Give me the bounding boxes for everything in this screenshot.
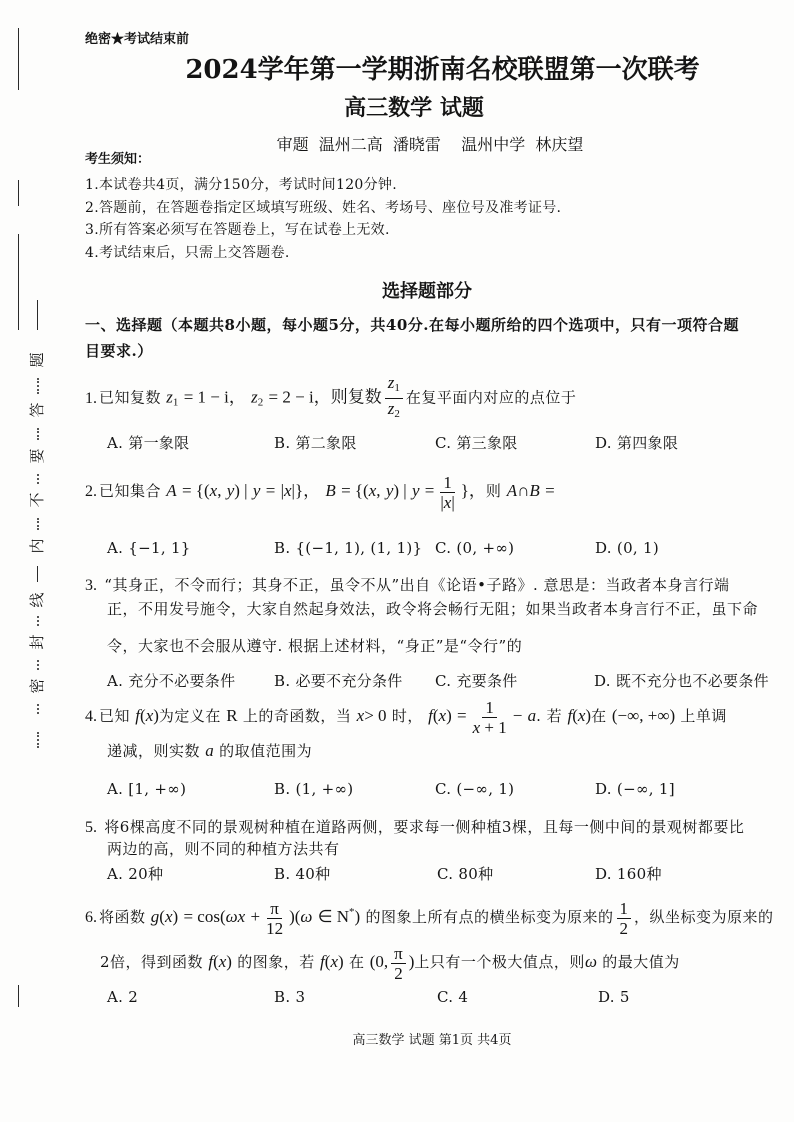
option-a: A. [1, +∞) xyxy=(107,780,187,798)
math-var: x xyxy=(145,706,154,725)
question-number: 4. xyxy=(85,708,97,725)
question-2-stem xyxy=(85,471,555,512)
math-text: ) | xyxy=(234,481,248,500)
fraction-numerator: 1 xyxy=(482,699,497,718)
fraction-numerator: π xyxy=(267,900,282,919)
stem-text: 在 xyxy=(348,953,365,971)
math-sub: 1 xyxy=(172,396,179,409)
option-d: D. 既不充分也不必要条件 xyxy=(594,672,769,690)
seal-char-yao: 要 xyxy=(28,448,46,464)
question-number: 3. xyxy=(85,577,97,594)
math-text: }， xyxy=(294,481,321,500)
math-var: x xyxy=(472,717,481,737)
math-text: ) xyxy=(172,907,179,926)
stem-text: 的图象，若 xyxy=(237,953,315,971)
fraction-numerator: 1 xyxy=(440,474,455,493)
math-var: x xyxy=(368,481,377,500)
fraction-denominator: 2 xyxy=(394,963,403,983)
fraction xyxy=(437,474,457,511)
exam-title: 2024学年第一学期浙南名校联盟第一次联考 xyxy=(185,55,700,85)
math-var: z xyxy=(387,399,395,418)
math-text: | xyxy=(291,481,295,500)
question-5-options xyxy=(0,863,794,885)
math-sup: * xyxy=(349,906,355,918)
math-var: x xyxy=(164,907,173,926)
question-3-stem-line: 正，不用发号施令，大家自然起身效法，政令将会畅行无阻；如果当政者本身言行不正，虽下命 xyxy=(107,600,759,618)
fraction-numerator xyxy=(385,374,403,399)
math-var: ω xyxy=(584,952,597,971)
fraction-denominator: 12 xyxy=(266,918,284,938)
math-text: R xyxy=(226,706,238,725)
question-3-stem xyxy=(85,574,730,597)
stem-text: 上单调 xyxy=(680,707,727,725)
math-text: ) xyxy=(446,706,452,725)
math-var: ω xyxy=(300,907,313,926)
math-var: y xyxy=(226,481,235,500)
math-text: )( xyxy=(289,907,301,926)
math-var: y xyxy=(385,481,394,500)
math-var: z xyxy=(166,387,173,407)
margin-rule xyxy=(37,300,38,330)
math-text: ) xyxy=(226,952,232,971)
math-var: a xyxy=(205,741,214,760)
option-b: B. {(−1, 1), (1, 1)} xyxy=(274,539,423,557)
confidential-label: 绝密★考试结束前 xyxy=(85,32,190,47)
math-var: y xyxy=(411,481,420,500)
math-var: f xyxy=(428,706,433,725)
option-c: C. 80种 xyxy=(437,865,494,883)
math-text: | xyxy=(440,492,444,512)
stem-text: 已知复数 xyxy=(99,388,162,407)
fraction xyxy=(263,900,286,937)
math-var: x xyxy=(237,907,246,926)
math-text: = {( xyxy=(341,481,369,500)
fraction xyxy=(470,699,510,736)
margin-dots xyxy=(37,732,39,748)
math-text: + xyxy=(250,907,261,926)
math-var: f xyxy=(320,952,325,971)
stem-text: ，纵坐标变为原来的 xyxy=(634,908,774,926)
option-d: D. 160种 xyxy=(595,865,662,883)
page-footer: 高三数学 试题 第1页 共4页 xyxy=(352,1033,512,1048)
math-text: = xyxy=(545,481,555,500)
option-c: C. 第三象限 xyxy=(435,434,518,452)
option-c: C. 充要条件 xyxy=(435,672,518,690)
math-text: = xyxy=(457,706,467,725)
math-text: + 1 xyxy=(484,717,507,737)
math-var: f xyxy=(135,706,141,725)
stem-text: 时， xyxy=(391,707,423,725)
option-b: B. 3 xyxy=(274,988,306,1006)
math-text: | xyxy=(280,481,284,500)
seal-char-xian: 线 xyxy=(28,592,46,608)
question-number: 6. xyxy=(85,909,97,926)
option-b: B. 40种 xyxy=(274,865,331,883)
fraction-denominator xyxy=(470,718,510,736)
math-var: z xyxy=(387,373,395,392)
math-text: = 2 − i，则复数 xyxy=(268,387,382,407)
stem-text: 2倍，得到函数 xyxy=(100,953,204,971)
stem-text: 为定义在 xyxy=(158,707,221,725)
margin-rule xyxy=(18,180,19,206)
option-a: A. 第一象限 xyxy=(107,434,190,452)
math-var: A xyxy=(506,481,518,500)
stem-text: 已知 xyxy=(99,707,131,725)
section-intro: 目要求.） xyxy=(85,342,153,360)
seal-char-ti: 题 xyxy=(28,352,46,368)
question-4-options xyxy=(0,778,794,800)
question-5-stem xyxy=(85,816,744,839)
margin-rule xyxy=(18,28,19,90)
notice-item: 3.所有答案必须写在答题卷上，写在试卷上无效. xyxy=(85,222,390,238)
margin-dots xyxy=(37,378,39,394)
section-intro: 一、选择题（本题共8小题，每小题5分，共40分.在每小题所给的四个选项中，只有一项符合题 xyxy=(85,316,739,334)
question-6-options xyxy=(0,986,794,1008)
stem-text: 则 xyxy=(485,482,502,500)
question-4-stem-line xyxy=(107,740,312,762)
math-text: (−∞, +∞) xyxy=(611,706,676,725)
option-d: D. (−∞, 1] xyxy=(595,780,675,798)
math-text: ( xyxy=(432,706,439,725)
margin-dots xyxy=(37,474,39,484)
option-a: A. 2 xyxy=(107,988,139,1006)
margin-dots xyxy=(37,616,39,626)
section-title: 选择题部分 xyxy=(382,281,472,302)
math-var: B xyxy=(325,481,336,500)
question-5-stem-line: 两边的高，则不同的种植方法共有 xyxy=(107,840,340,858)
notice-item: 2.答题前，在答题卷指定区域填写班级、姓名、考场号、座位号及准考证号. xyxy=(85,200,562,216)
math-var: x xyxy=(438,706,447,725)
math-text: ) xyxy=(337,952,344,971)
option-a: A. {−1, 1} xyxy=(107,539,191,557)
fraction-denominator: 2 xyxy=(619,918,629,938)
math-text: ( xyxy=(213,952,219,971)
stem-text: “其身正，不令而行；其身不正，虽令不从”出自《论语•子路》. 意思是：当政者本身言行端 xyxy=(104,576,730,594)
stem-text: 的图象上所有点的横坐标变为原来的 xyxy=(365,908,614,926)
option-b: B. 必要不充分条件 xyxy=(274,672,403,690)
stem-text: 的取值范围为 xyxy=(219,742,313,760)
notice-item: 1.本试卷共4页，满分150分，考试时间120分钟. xyxy=(85,177,397,193)
math-sub: 2 xyxy=(394,408,400,420)
math-text: ∈ N xyxy=(317,907,350,926)
math-var: A xyxy=(166,481,177,500)
math-text: ) | xyxy=(393,481,407,500)
stem-text: 上只有一个极大值点，则 xyxy=(414,953,585,971)
math-text: , xyxy=(217,481,222,500)
fraction xyxy=(617,900,632,937)
reviewers-line: 审题 温州二高 潘晓雷 温州中学 林庆望 xyxy=(276,135,584,154)
math-var: ω xyxy=(225,907,238,926)
math-var: f xyxy=(208,952,214,971)
margin-dots xyxy=(37,704,39,714)
question-1-options xyxy=(0,432,794,454)
math-text: = cos( xyxy=(183,907,226,926)
seal-char-nei: 内 xyxy=(28,538,46,554)
option-d: D. 5 xyxy=(598,988,630,1006)
stem-text: 在 xyxy=(591,707,607,725)
stem-text: 递减，则实数 xyxy=(107,742,201,760)
fraction xyxy=(385,374,403,423)
question-6-stem xyxy=(85,892,774,938)
question-3-options xyxy=(0,670,794,692)
math-sub: 2 xyxy=(257,396,264,409)
math-text: , xyxy=(376,481,381,500)
math-text: ∩ xyxy=(517,481,530,500)
option-c: C. (−∞, 1) xyxy=(435,780,515,798)
option-b: B. (1, +∞) xyxy=(274,780,354,798)
math-var: x xyxy=(283,481,292,500)
question-4-stem xyxy=(85,696,727,737)
math-text: }， xyxy=(460,481,486,500)
stem-text: 的最大值为 xyxy=(602,953,680,971)
seal-char-da: 答 xyxy=(28,402,46,418)
margin-rule xyxy=(37,566,38,582)
math-var: z xyxy=(251,387,258,407)
option-a: A. 20种 xyxy=(107,865,164,883)
question-3-stem-line: 令，大家也不会服从遵守. 根据上述材料，“身正”是“令行”的 xyxy=(107,637,523,655)
option-b: B. 第二象限 xyxy=(274,434,357,452)
math-var: x xyxy=(443,492,452,512)
math-var: B xyxy=(529,481,540,500)
math-text: − xyxy=(512,706,523,725)
seal-char-bu: 不 xyxy=(28,492,46,508)
option-c: C. (0, +∞) xyxy=(435,539,515,557)
math-text: | xyxy=(451,492,455,512)
fraction-denominator xyxy=(437,493,457,511)
math-text: ) xyxy=(354,907,361,926)
math-text: ( xyxy=(572,706,578,725)
math-text: ( xyxy=(324,952,331,971)
fraction xyxy=(391,945,406,982)
notice-heading: 考生须知： xyxy=(85,152,151,167)
exam-subtitle: 高三数学 试题 xyxy=(344,95,484,121)
math-var: g xyxy=(150,907,160,926)
notice-item: 4.考试结束后，只需上交答题卷. xyxy=(85,245,290,261)
math-var: x xyxy=(218,952,227,971)
stem-text: 将函数 xyxy=(99,908,146,926)
question-6-stem-line xyxy=(100,942,680,982)
seal-char-feng: 封 xyxy=(28,634,46,650)
math-text: (0, xyxy=(369,952,389,971)
option-d: D. 第四象限 xyxy=(595,434,679,452)
math-text: ) xyxy=(153,706,159,725)
option-a: A. 充分不必要条件 xyxy=(107,672,236,690)
fraction-numerator: 1 xyxy=(617,900,632,919)
math-var: x xyxy=(330,952,338,971)
math-text: ) xyxy=(408,952,415,971)
math-var: x xyxy=(577,706,586,725)
question-number: 5. xyxy=(85,819,97,836)
margin-dots xyxy=(37,518,39,530)
question-2-options xyxy=(0,537,794,559)
question-number: 2. xyxy=(85,483,97,500)
math-text: ( xyxy=(159,907,165,926)
stem-text: 在复平面内对应的点位于 xyxy=(405,388,577,407)
option-d: D. (0, 1) xyxy=(595,539,660,557)
seal-char-mi: 密 xyxy=(28,678,46,694)
option-c: C. 4 xyxy=(437,988,469,1006)
math-var: x xyxy=(356,706,365,725)
fraction-denominator xyxy=(385,399,403,423)
fraction-numerator: π xyxy=(391,945,406,964)
math-var: x xyxy=(209,481,218,500)
stem-text: . 若 xyxy=(536,707,563,725)
stem-text: 上的奇函数，当 xyxy=(242,707,352,725)
math-var: f xyxy=(567,706,573,725)
margin-dots xyxy=(37,660,39,670)
math-sub: 1 xyxy=(394,382,400,394)
question-1-stem xyxy=(85,374,576,423)
math-text: = xyxy=(424,481,435,500)
math-text: = xyxy=(265,481,276,500)
math-text: = {( xyxy=(181,481,210,500)
math-var: a xyxy=(527,706,537,725)
math-text: > 0 xyxy=(364,706,387,725)
question-number: 1. xyxy=(85,389,97,407)
math-text: = 1 − i， xyxy=(183,387,246,407)
math-text: ( xyxy=(140,706,146,725)
stem-text: 将6棵高度不同的景观树种植在道路两侧，要求每一侧种植3棵，且每一侧中间的景观树都要比 xyxy=(104,818,745,836)
math-var: y xyxy=(252,481,261,500)
math-text: ) xyxy=(585,706,592,725)
margin-rule xyxy=(18,234,19,330)
stem-text: 已知集合 xyxy=(99,482,162,500)
